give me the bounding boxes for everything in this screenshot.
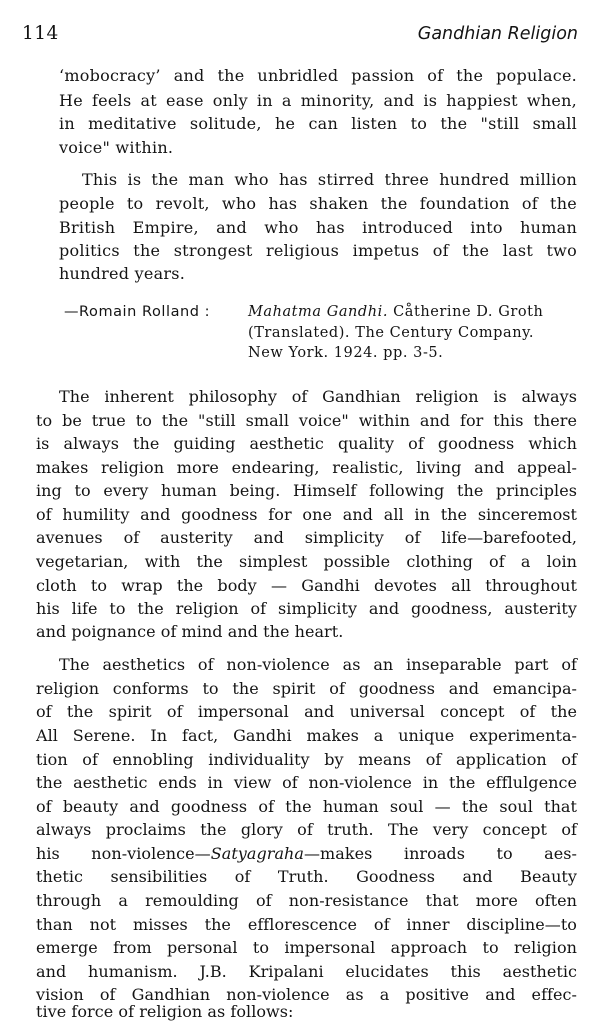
body-line: and poignance of mind and the heart. <box>36 622 344 641</box>
body-line: to be true to the "still small voice" within and for this there <box>36 411 577 430</box>
attribution-translator: Cåtherine D. Groth <box>388 304 544 320</box>
body-line: vegetarian, with the simplest possible clothing of a loin <box>36 552 577 571</box>
page-header <box>0 0 600 44</box>
body-line: ing to every human being. Himself following the principles <box>36 481 577 500</box>
body-line: of beauty and goodness of the human soul — the soul that <box>36 797 577 816</box>
body-line: of humility and goodness for one and all in the sinceremost <box>36 505 577 524</box>
running-head: Gandhian Religion <box>417 24 578 44</box>
body-line: of the spirit of impersonal and universal concept of the <box>36 702 577 721</box>
quote-line: hundred years. <box>59 264 186 283</box>
body-line: avenues of austerity and simplicity of life—barefooted, <box>36 528 577 547</box>
body-line: the aesthetic ends in view of non-violence in the efflulgence <box>36 773 577 792</box>
quote-line: in meditative solitude, he can listen to the "still small <box>59 114 577 133</box>
quote-line: He feels at ease only in a minority, and is happiest when, <box>59 91 577 110</box>
body-line: is always the guiding aesthetic quality of goodness which <box>36 434 577 453</box>
body-line: cloth to wrap the body — Gandhi devotes all throughout <box>36 576 577 595</box>
quote-line: British Empire, and who has introduced into human <box>59 218 577 237</box>
body-line: than not misses the efflorescence of inner discipline—to <box>36 915 577 934</box>
attribution-date-pages: New York. 1924. pp. 3-5. <box>248 345 444 361</box>
body-line: tion of ennobling individuality by means of application of <box>36 750 577 769</box>
body-text: —makes inroads to aes- <box>304 844 577 863</box>
body-line: through a remoulding of non-resistance that more often <box>36 891 577 910</box>
body-line: tive force of religion as follows: <box>36 1002 294 1021</box>
body-line: always proclaims the glory of truth. The very concept of <box>36 820 577 839</box>
body-line: and humanism. J.B. Kripalani elucidates this aesthetic <box>36 962 577 981</box>
body-line: religion conforms to the spirit of goodness and emancipa- <box>36 679 577 698</box>
body-line: thetic sensibilities of Truth. Goodness and Beauty <box>36 867 577 886</box>
body-line: The inherent philosophy of Gandhian religion is always <box>59 387 577 406</box>
satyagraha-term: Satyagraha <box>210 844 304 863</box>
body-line: The aesthetics of non-violence as an inseparable part of <box>59 655 577 674</box>
body-line: vision of Gandhian non-violence as a positive and effec- <box>36 985 577 1004</box>
quote-line: This is the man who has stirred three hundred million <box>82 170 577 189</box>
attribution-publisher: (Translated). The Century Company. <box>248 325 535 341</box>
body-line: his life to the religion of simplicity and goodness, austerity <box>36 599 577 618</box>
book-title: Mahatma Gandhi. <box>248 304 388 320</box>
attribution-citation <box>248 303 543 322</box>
body-line <box>36 843 577 865</box>
body-line: emerge from personal to impersonal approach to religion <box>36 938 577 957</box>
quote-line: ‘mobocracy’ and the unbridled passion of the populace. <box>59 66 577 85</box>
body-line: makes religion more endearing, realistic, living and appeal- <box>36 458 577 477</box>
attribution-author: —Romain Rolland : <box>64 304 211 320</box>
quote-line: politics the strongest religious impetus of the last two <box>59 241 577 260</box>
quote-line: voice" within. <box>59 138 174 157</box>
quote-line: people to revolt, who has shaken the foundation of the <box>59 194 577 213</box>
page-number: 114 <box>22 23 59 44</box>
body-line: All Serene. In fact, Gandhi makes a unique experimenta- <box>36 726 577 745</box>
body-text: his non-violence— <box>36 844 211 863</box>
